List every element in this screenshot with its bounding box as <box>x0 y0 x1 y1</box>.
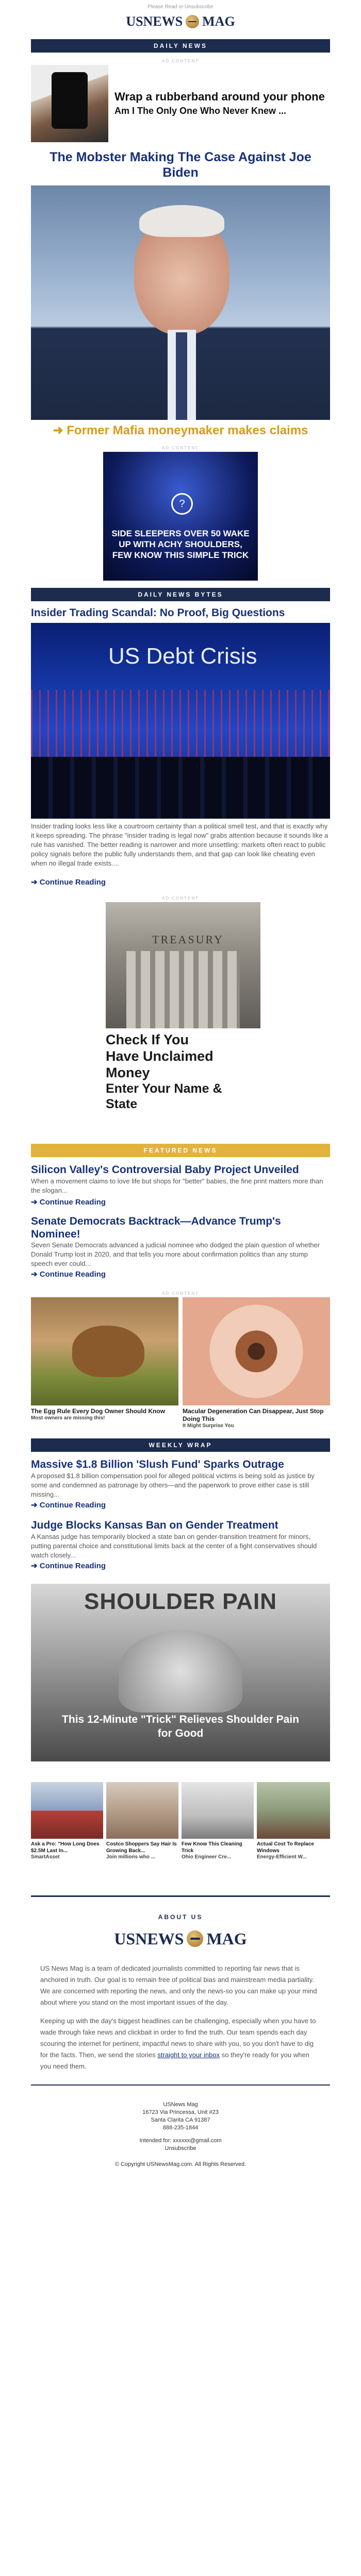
ad-label: AD CONTENT <box>162 59 199 63</box>
daily-news-bar: DAILY NEWS <box>31 39 330 53</box>
ad-macular[interactable] <box>183 1297 330 1431</box>
featured-news-bar: FEATURED NEWS <box>31 1144 330 1157</box>
featured-title[interactable]: Senate Democrats Backtrack—Advance Trump's Nominee! <box>31 1215 281 1240</box>
ad-tile-sub[interactable]: SmartAsset <box>31 1854 60 1860</box>
ad-tile-sub[interactable]: Ohio Engineer Cre... <box>182 1854 232 1860</box>
ad-tile-image[interactable] <box>182 1782 254 1839</box>
footer-address-1: 16723 Via Princessa, Unit #23 <box>142 2109 219 2115</box>
footer-company: USNews Mag <box>163 2102 198 2108</box>
logo-text-us: USNEWS <box>126 14 183 29</box>
footer-unsubscribe-link[interactable]: Unsubscribe <box>165 2145 196 2151</box>
ad-tile-title[interactable]: Ask a Pro: "How Long Does $2.5M Last In... <box>31 1841 100 1854</box>
header-logo[interactable] <box>31 11 330 32</box>
featured-story <box>31 1215 330 1287</box>
shoulder-highlight-icon: ? <box>171 493 193 515</box>
byte-continue-link[interactable]: ➔ Continue Reading <box>31 878 106 887</box>
eye-image[interactable] <box>183 1297 330 1405</box>
ad-tile-image[interactable] <box>31 1782 103 1839</box>
ad-unclaimed-money[interactable] <box>106 902 260 1112</box>
footer-address-2: Santa Clarita CA 91387 <box>151 2117 210 2123</box>
weekly-story <box>31 1519 330 1580</box>
ad-tile-title[interactable]: Few Know This Cleaning Trick <box>182 1841 242 1854</box>
ad-tile[interactable] <box>106 1782 178 1885</box>
lead-caption-link[interactable]: ➜ Former Mafia moneymaker makes claims <box>53 423 308 437</box>
ad-unclaimed-line5[interactable]: State <box>106 1097 138 1111</box>
featured-continue-link[interactable]: ➔ Continue Reading <box>31 1270 106 1279</box>
lead-headline[interactable]: The Mobster Making The Case Against Joe Biden <box>50 150 311 180</box>
byte-body: Insider trading looks less like a courtroom certainty than a political smell test, and that is exactly why it keeps spreading. The phrase "insider trading is legal now" grabs attention because it sounds like a rule has vanished. The better reading is narrower and more unsettling: markets often react to public policy signals before the public fully understands them, and that gap can look like cheating even when no illegal trade exists.... <box>31 822 329 867</box>
ad-tile-image[interactable] <box>106 1782 178 1839</box>
globe-logo-icon <box>187 1930 203 1947</box>
weekly-body: A Kansas judge has temporarily blocked a state ban on gender-transition treatment for minors, putting parental choice and constitutional limits back at the center of a fight conservatives should watch closely... <box>31 1533 317 1559</box>
ad-macular-title[interactable]: Macular Degeneration Can Disappear, Just Stop Doing This <box>183 1408 324 1422</box>
ad-egg-title[interactable]: The Egg Rule Every Dog Owner Should Know <box>31 1408 166 1415</box>
featured-continue-link[interactable]: ➔ Continue Reading <box>31 1198 106 1207</box>
featured-body: Seven Senate Democrats advanced a judicial nominee who dodged the plain question of whether Donald Trump lost in 2020, and that tells you more about confirmation politics than any stump speech ever could... <box>31 1241 320 1267</box>
ad-unclaimed-line3[interactable]: Money <box>106 1065 150 1080</box>
byte-headline[interactable]: Insider Trading Scandal: No Proof, Big Questions <box>31 607 285 619</box>
ad-shoulder-pain[interactable] <box>31 1584 330 1761</box>
ad-egg-rule[interactable] <box>31 1297 178 1431</box>
ad-tile-sub[interactable]: Join millions who ... <box>106 1854 156 1860</box>
globe-logo-icon <box>186 15 199 28</box>
ad-label: AD CONTENT <box>162 896 199 901</box>
ad-tile[interactable] <box>257 1782 330 1885</box>
weekly-wrap-bar: WEEKLY WRAP <box>31 1438 330 1452</box>
about-body <box>31 1963 330 2072</box>
ad-egg-sub[interactable]: Most owners are missing this! <box>31 1415 105 1421</box>
daily-bytes-bar: DAILY NEWS BYTES <box>31 588 330 601</box>
ad-rubberband-title[interactable]: Wrap a rubberband around your phone <box>114 90 325 103</box>
ad-side-sleepers[interactable] <box>103 452 258 581</box>
ad-grid-four <box>31 1782 330 1885</box>
footer-copyright: © Copyright USNewsMag.com. All Rights Reserved. <box>114 2161 247 2167</box>
about-heading: ABOUT US <box>158 1913 203 1921</box>
footer <box>31 2101 330 2168</box>
ad-macular-sub[interactable]: It Might Surprise You <box>183 1423 234 1429</box>
ad-unclaimed-line2[interactable]: Have Unclaimed <box>106 1048 214 1064</box>
treasury-sign-text: TREASURY <box>152 933 224 946</box>
unsubscribe-notice[interactable]: Please Read or Unsubscribe <box>147 4 214 10</box>
about-logo[interactable] <box>31 1927 330 1951</box>
featured-story <box>31 1163 330 1215</box>
footer-phone: 888-235-1844 <box>162 2125 199 2131</box>
about-para-1: US News Mag is a team of dedicated journalists committed to reporting fair news that is anchored in truth. Our goal is to remain free of political bias and mainstream media partiality. We are concerned with reporting the news, and only the news-so you can make up your mind about where you stand on the most important issues of the day. <box>40 1964 317 2006</box>
ad-tile-title[interactable]: Actual Cost To Replace Windows <box>257 1841 314 1854</box>
featured-body: When a movement claims to love life but shops for "better" babies, the fine print matters more than the slogan... <box>31 1177 323 1194</box>
ad-tile-sub[interactable]: Energy-Efficient W... <box>257 1854 307 1860</box>
ad-label: AD CONTENT <box>162 446 199 450</box>
weekly-continue-link[interactable]: ➔ Continue Reading <box>31 1501 106 1510</box>
debt-crisis-image-text: US Debt Crisis <box>108 643 257 669</box>
treasury-image[interactable] <box>106 902 260 1028</box>
ad-rubberband-subtitle[interactable]: Am I The Only One Who Never Knew ... <box>114 106 287 116</box>
phone-hand-image[interactable] <box>31 65 108 142</box>
logo-text-mag: MAG <box>206 1929 247 1948</box>
weekly-story <box>31 1458 330 1519</box>
ad-tile-title[interactable]: Costco Shoppers Say Hair Is Growing Back... <box>106 1841 177 1854</box>
byte-image-debt-crisis[interactable] <box>31 623 330 819</box>
ad-tile[interactable] <box>182 1782 254 1885</box>
weekly-body: A proposed $1.8 billion compensation pool for alleged political victims is being sold as justice by some and condemned as patronage by others—and the paperwork to prove either case is still missing... <box>31 1472 315 1498</box>
ad-unclaimed-line1[interactable]: Check If You <box>106 1032 189 1047</box>
ad-tile-image[interactable] <box>257 1782 330 1839</box>
ad-label: AD CONTENT <box>162 1291 199 1296</box>
logo-text-mag: MAG <box>202 14 235 29</box>
ad-rubberband[interactable] <box>31 65 330 142</box>
dog-image[interactable] <box>31 1297 178 1405</box>
about-para-2: Keeping up with the day's biggest headlines can be challenging, especially when you have to wade through fake news and clickbait in order to find the truth. Our team spends each day scouring the internet for pertinent, impactful news to share with you, so you don't have to dig for the facts. Then, we send the stories straight to your inbox so they're ready for you when you need them. <box>40 2017 316 2070</box>
shoulder-pain-text[interactable]: This 12-Minute "Trick" Relieves Shoulder Pain for Good <box>62 1714 299 1739</box>
weekly-title[interactable]: Massive $1.8 Billion 'Slush Fund' Sparks Outrage <box>31 1459 284 1470</box>
weekly-continue-link[interactable]: ➔ Continue Reading <box>31 1562 106 1570</box>
ad-side-sleepers-text[interactable]: SIDE SLEEPERS OVER 50 WAKE UP WITH ACHY SHOULDERS, FEW KNOW THIS SIMPLE TRICK <box>111 529 250 560</box>
lead-image-biden[interactable] <box>31 185 330 420</box>
inbox-link[interactable]: straight to your inbox <box>157 2051 220 2059</box>
ad-unclaimed-line4[interactable]: Enter Your Name & <box>106 1081 222 1096</box>
logo-text-us: USNEWS <box>114 1929 184 1948</box>
weekly-title[interactable]: Judge Blocks Kansas Ban on Gender Treatment <box>31 1519 278 1531</box>
ad-grid-two <box>31 1297 330 1431</box>
shoulder-pain-banner: SHOULDER PAIN <box>84 1589 277 1614</box>
ad-tile[interactable] <box>31 1782 103 1885</box>
featured-title[interactable]: Silicon Valley's Controversial Baby Project Unveiled <box>31 1164 299 1176</box>
newsletter <box>31 0 330 2168</box>
footer-intended: Intended for: xxxxxx@gmail.com <box>139 2138 222 2144</box>
